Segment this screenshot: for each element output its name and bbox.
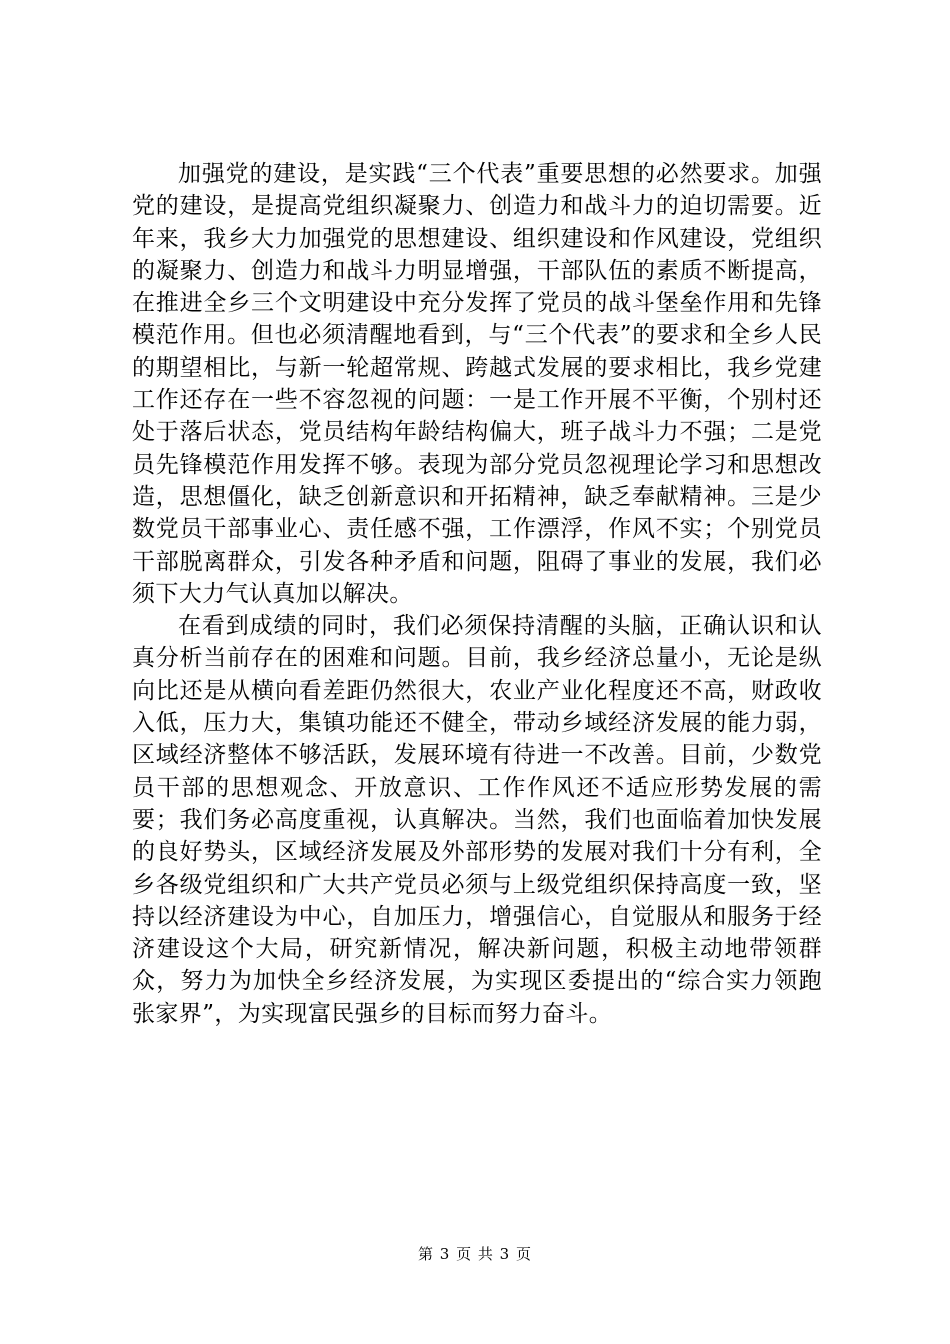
document-body bbox=[132, 158, 822, 1030]
body-paragraph-1: 加强党的建设，是实践“三个代表”重要思想的必然要求。加强党的建设，是提高党组织凝聚力、创造力和战斗力的迫切需要。近年来，我乡大力加强党的思想建设、组织建设和作风建设，党组织的凝聚力、创造力和战斗力明显增强，干部队伍的素质不断提高，在推进全乡三个文明建设中充分发挥了党员的战斗堡垒作用和先锋模范作用。但也必须清醒地看到，与“三个代表”的要求和全乡人民的期望相比，与新一轮超常规、跨越式发展的要求相比，我乡党建工作还存在一些不容忽视的问题：一是工作开展不平衡，个别村还处于落后状态，党员结构年龄结构偏大，班子战斗力不强；二是党员先锋模范作用发挥不够。表现为部分党员忽视理论学习和思想改造，思想僵化，缺乏创新意识和开拓精神，缺乏奉献精神。三是少数党员干部事业心、责任感不强，工作漂浮，作风不实；个别党员干部脱离群众，引发各种矛盾和问题，阻碍了事业的发展，我们必须下大力气认真加以解决。 bbox=[132, 161, 822, 607]
page-footer: 第 3 页 共 3 页 bbox=[418, 1245, 532, 1263]
body-paragraph-2: 在看到成绩的同时，我们必须保持清醒的头脑，正确认识和认真分析当前存在的困难和问题。目前，我乡经济总量小，无论是纵向比还是从横向看差距仍然很大，农业产业化程度还不高，财政收入低，压力大，集镇功能还不健全，带动乡域经济发展的能力弱，区域经济整体不够活跃，发展环境有待进一不改善。目前，少数党员干部的思想观念、开放意识、工作作风还不适应形势发展的需要；我们务必高度重视，认真解决。当然，我们也面临着加快发展的良好势头，区域经济发展及外部形势的发展对我们十分有利，全乡各级党组织和广大共产党员必须与上级党组织保持高度一致，坚持以经济建设为中心，自加压力，增强信心，自觉服从和服务于经济建设这个大局，研究新情况，解决新问题，积极主动地带领群众，努力为加快全乡经济发展，为实现区委提出的“综合实力领跑张家界”，为实现富民强乡的目标而努力奋斗。 bbox=[132, 613, 822, 1027]
